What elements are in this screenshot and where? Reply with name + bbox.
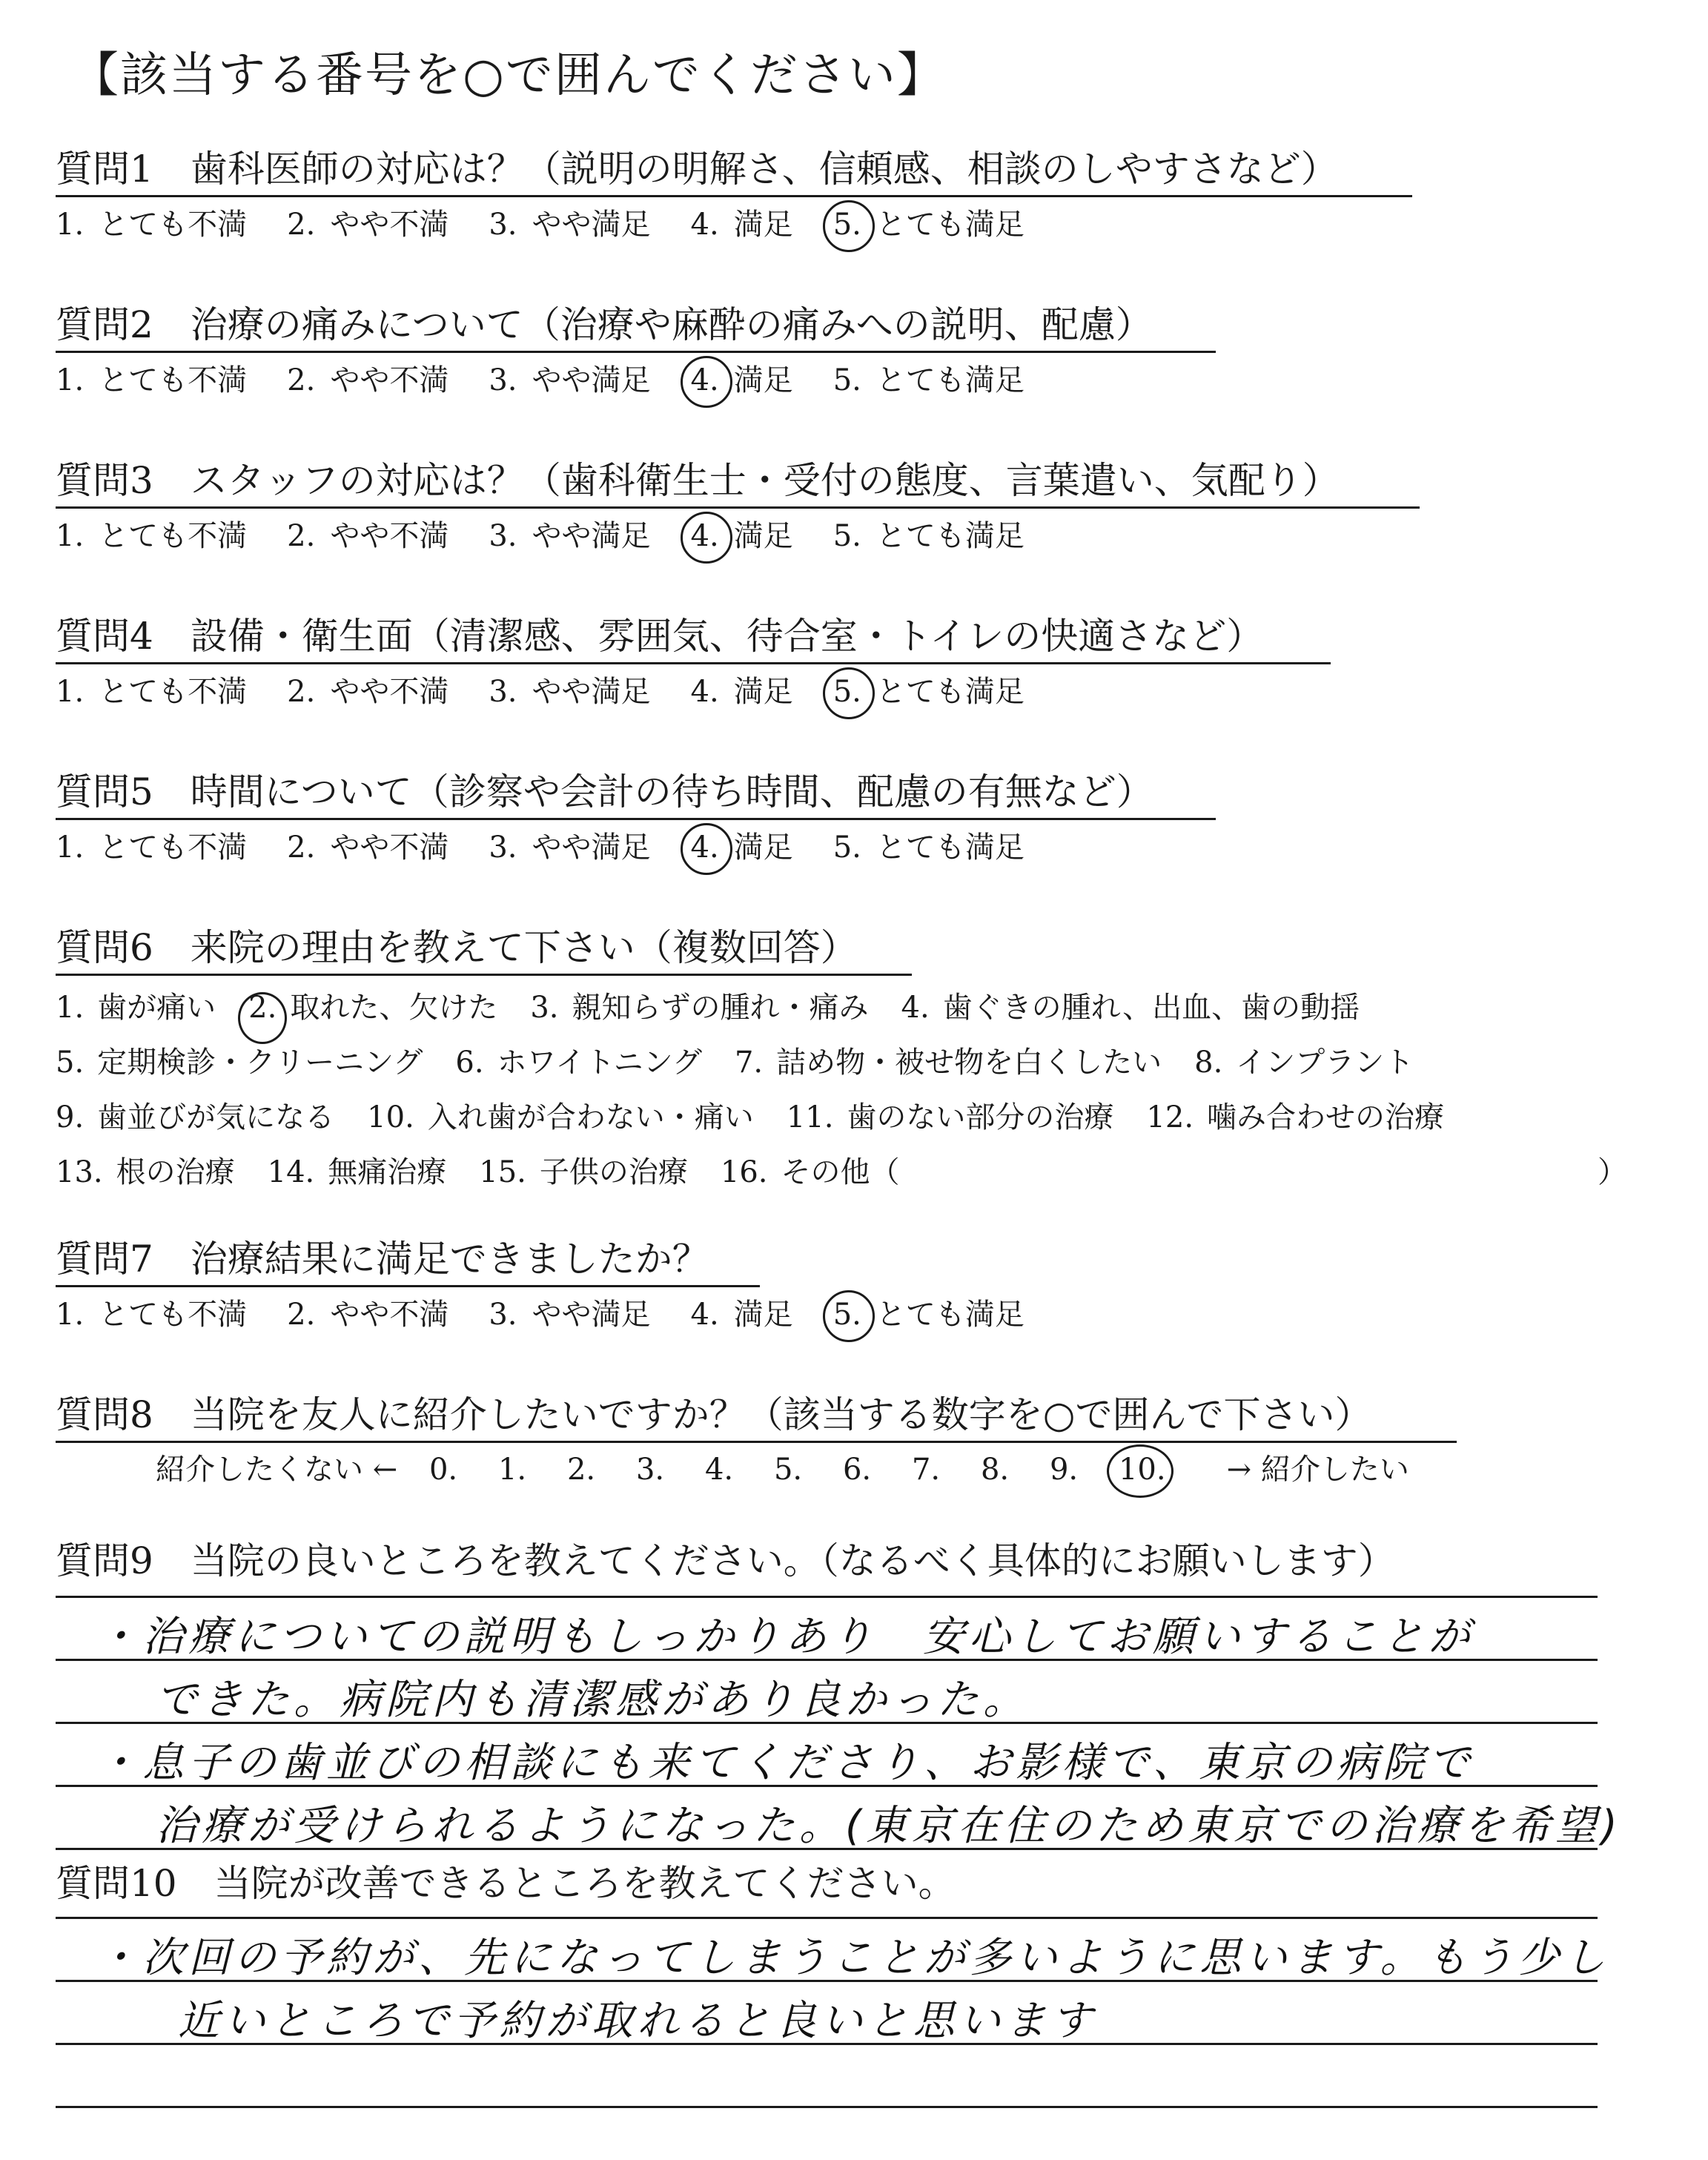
- reason-option[interactable]: [248, 991, 497, 1025]
- option-label: 満足: [733, 1298, 793, 1332]
- scale-option[interactable]: [56, 829, 247, 866]
- scale-option[interactable]: [833, 829, 1025, 866]
- answer-9-line-2: できた。病院内も清潔感があり良かった。: [156, 1676, 1029, 1724]
- recommend-option[interactable]: 8.: [980, 1453, 1010, 1487]
- reason-option[interactable]: [56, 1046, 423, 1080]
- option-number: 9.: [56, 1100, 85, 1135]
- answer-9-line-3: ・息子の歯並びの相談にも来てくださり、お影様で、東京の病院で: [96, 1739, 1474, 1787]
- scale-option[interactable]: [489, 673, 650, 710]
- answer-10-line-2: 近いところで予約が取れると良いと思います: [178, 1997, 1097, 2045]
- option-number: 5.: [833, 363, 861, 397]
- reason-option[interactable]: [56, 1155, 235, 1189]
- option-number: 2.: [287, 675, 316, 709]
- answer-circle: [823, 1290, 875, 1342]
- question-1-options: [56, 206, 1065, 243]
- option-label: 歯ぐきの腫れ、出血、歯の動揺: [942, 991, 1360, 1025]
- option-label: やや満足: [532, 519, 651, 553]
- scale-option[interactable]: [287, 1296, 448, 1333]
- option-number: 2.: [248, 991, 277, 1025]
- option-label: 満足: [733, 363, 793, 397]
- option-number: 4.: [690, 208, 719, 242]
- question-7-rule: [56, 1285, 760, 1287]
- reason-option[interactable]: [479, 1155, 688, 1189]
- option-label: 満足: [733, 519, 793, 553]
- recommend-option[interactable]: 10.: [1119, 1447, 1188, 1492]
- option-label: とても満足: [875, 1298, 1025, 1332]
- option-number: 5.: [833, 673, 861, 710]
- option-label: 取れた、欠けた: [290, 991, 498, 1025]
- scale-option[interactable]: [489, 518, 650, 555]
- option-number: 2.: [287, 1298, 316, 1332]
- option-number: 1.: [56, 519, 85, 553]
- question-3-heading: 質問3 スタッフの対応は？（歯科衛生士・受付の態度、言葉遣い、気配り）: [56, 459, 1340, 502]
- question-9-heading: 質問9 当院の良いところを教えてください。（なるべく具体的にお願いします）: [56, 1539, 1395, 1582]
- option-number: 5.: [833, 1296, 861, 1333]
- question-6-options: [56, 980, 1627, 1200]
- reason-option[interactable]: [455, 1046, 702, 1080]
- option-number: 5.: [833, 830, 861, 865]
- option-label: 無痛治療: [328, 1155, 447, 1189]
- option-number: 3.: [489, 363, 517, 397]
- scale-option[interactable]: [833, 362, 1025, 399]
- answer-circle: [823, 200, 875, 252]
- answer-circle: [681, 823, 732, 875]
- scale-option[interactable]: [833, 673, 1025, 710]
- reason-option[interactable]: [1146, 1100, 1444, 1135]
- option-number: 3.: [489, 830, 517, 865]
- option-number: 14.: [267, 1155, 315, 1189]
- option-label: やや不満: [330, 1298, 449, 1332]
- reason-option[interactable]: [56, 991, 216, 1025]
- question-7-heading: 質問7 治療結果に満足できましたか？: [56, 1238, 709, 1281]
- option-label: やや不満: [330, 675, 449, 709]
- option-number: 1.: [56, 830, 85, 865]
- scale-option[interactable]: [287, 829, 448, 866]
- question-1-heading: 質問1 歯科医師の対応は？（説明の明解さ、信頼感、相談のしやすさなど）: [56, 148, 1338, 191]
- option-label: とても不満: [99, 1298, 248, 1332]
- question-4-rule: [56, 662, 1331, 664]
- question-6-heading: 質問6 来院の理由を教えて下さい（複数回答）: [56, 926, 858, 969]
- option-label: やや満足: [532, 675, 651, 709]
- option-label: とても不満: [99, 363, 248, 397]
- scale-option[interactable]: [833, 1296, 1025, 1333]
- reason-option[interactable]: [735, 1046, 1162, 1080]
- option-number: 3.: [489, 675, 517, 709]
- option-number: 1.: [56, 1298, 85, 1332]
- scale-option[interactable]: [56, 673, 247, 710]
- scale-option[interactable]: [833, 518, 1025, 555]
- option-label: やや不満: [330, 208, 449, 242]
- answer-circle: [681, 512, 732, 564]
- answer-10-line-1: ・次回の予約が、先になってしまうことが多いように思います。もう少し: [96, 1934, 1610, 1982]
- answer-rule: [56, 2106, 1598, 2108]
- option-number: 15.: [479, 1155, 526, 1189]
- reason-option[interactable]: [268, 1155, 447, 1189]
- scale-option[interactable]: [691, 206, 793, 243]
- scale-option[interactable]: [691, 518, 793, 555]
- option-label: 子供の治療: [539, 1155, 688, 1189]
- option-label: 歯並びが気になる: [97, 1100, 335, 1135]
- option-number: 6.: [455, 1046, 484, 1080]
- option-number: 7.: [734, 1046, 764, 1080]
- question-7-options: [56, 1296, 1065, 1333]
- reason-option[interactable]: [56, 1100, 334, 1135]
- option-number: 4.: [691, 362, 719, 399]
- scale-left-label: 紹介したくない ←: [156, 1453, 398, 1487]
- option-label: やや満足: [532, 208, 651, 242]
- question-10-heading: 質問10 当院が改善できるところを教えてください。: [56, 1862, 956, 1905]
- option-label: とても満足: [875, 208, 1025, 242]
- scale-option[interactable]: [56, 362, 247, 399]
- recommend-option[interactable]: 5.: [773, 1453, 803, 1487]
- answer-circle: [238, 992, 287, 1044]
- reason-option[interactable]: [530, 991, 868, 1025]
- recommend-option[interactable]: 6.: [842, 1453, 872, 1487]
- reason-option[interactable]: [367, 1100, 754, 1135]
- scale-option[interactable]: [56, 206, 247, 243]
- option-label: やや満足: [532, 1298, 651, 1332]
- option-number: 1.: [56, 363, 85, 397]
- option-number: 4.: [901, 991, 930, 1025]
- scale-option[interactable]: [691, 362, 793, 399]
- option-number: 3.: [489, 208, 517, 242]
- reason-option[interactable]: [787, 1100, 1114, 1135]
- option-number: 4.: [690, 675, 719, 709]
- scale-option[interactable]: [833, 206, 1025, 243]
- reason-option[interactable]: [933, 1155, 946, 1189]
- option-number: 12.: [1146, 1100, 1194, 1135]
- option-label: 満足: [733, 675, 793, 709]
- recommend-option[interactable]: 9.: [1049, 1453, 1079, 1487]
- question-4-heading: 質問4 設備・衛生面（清潔感、雰囲気、待合室・トイレの快適さなど）: [56, 615, 1264, 658]
- option-number: 13.: [56, 1155, 103, 1189]
- scale-option[interactable]: [489, 1296, 650, 1333]
- option-number: 8.: [1194, 1046, 1223, 1080]
- scale-option[interactable]: [56, 1296, 247, 1333]
- question-3-rule: [56, 506, 1420, 509]
- reason-row: [56, 980, 1477, 1035]
- option-number: 5.: [833, 519, 861, 553]
- option-label: やや不満: [330, 830, 449, 865]
- question-2-options: [56, 362, 1065, 399]
- answer-circle: [823, 667, 875, 719]
- option-number: 4.: [690, 1298, 719, 1332]
- question-5-heading: 質問5 時間について（診察や会計の待ち時間、配慮の有無など）: [56, 770, 1153, 813]
- option-label: 歯が痛い: [97, 991, 216, 1025]
- option-number: 16.: [720, 1155, 768, 1189]
- option-label: やや不満: [330, 363, 449, 397]
- question-8-scale: [156, 1447, 1409, 1492]
- option-label: 入れ歯が合わない・痛い: [427, 1100, 754, 1135]
- option-label: とても満足: [875, 675, 1025, 709]
- reason-row: [56, 1090, 1477, 1145]
- option-label: 親知らずの腫れ・痛み: [572, 991, 869, 1025]
- option-label: 満足: [733, 208, 793, 242]
- option-label: とても満足: [875, 363, 1025, 397]
- question-2-heading: 質問2 治療の痛みについて（治療や麻酔の痛みへの説明、配慮）: [56, 303, 1153, 346]
- answer-rule: [56, 1596, 1598, 1598]
- scale-option[interactable]: [287, 362, 448, 399]
- option-label: とても満足: [875, 830, 1025, 865]
- reason-option[interactable]: [1194, 1046, 1414, 1080]
- question-5-options: [56, 829, 1065, 866]
- scale-option[interactable]: [287, 206, 448, 243]
- answer-circle: [1107, 1444, 1174, 1498]
- answer-9-line-4: 治療が受けられるようになった。(東京在住のため東京での治療を希望): [156, 1802, 1622, 1850]
- reason-row: [56, 1145, 1627, 1200]
- scale-option[interactable]: [287, 673, 448, 710]
- option-label: 詰め物・被せ物を白くしたい: [776, 1046, 1162, 1080]
- scale-option[interactable]: [56, 518, 247, 555]
- answer-9-line-1: ・治療についての説明もしっかりあり 安心してお願いすることが: [96, 1613, 1474, 1661]
- option-number: 4.: [691, 829, 719, 866]
- option-label: とても不満: [99, 675, 248, 709]
- recommend-option[interactable]: 1.: [497, 1453, 527, 1487]
- recommend-option[interactable]: 3.: [635, 1453, 665, 1487]
- question-5-rule: [56, 818, 1216, 820]
- option-label: やや不満: [330, 519, 449, 553]
- reason-option[interactable]: [901, 991, 1360, 1025]
- option-number: 5.: [833, 206, 861, 243]
- scale-option[interactable]: [489, 829, 650, 866]
- question-4-options: [56, 673, 1065, 710]
- scale-option[interactable]: [691, 1296, 793, 1333]
- scale-option[interactable]: [287, 518, 448, 555]
- answer-rule: [56, 1917, 1598, 1919]
- scale-option[interactable]: [691, 829, 793, 866]
- scale-option[interactable]: [489, 206, 650, 243]
- question-6-rule: [56, 974, 912, 976]
- option-number: 3.: [489, 1298, 517, 1332]
- scale-option[interactable]: [489, 362, 650, 399]
- question-8-heading: 質問8 当院を友人に紹介したいですか？（該当する数字を○で囲んで下さい）: [56, 1393, 1372, 1436]
- question-2-rule: [56, 351, 1216, 353]
- option-label: インプラント: [1236, 1046, 1414, 1080]
- reason-row: [56, 1035, 1477, 1090]
- option-label: その他（: [781, 1155, 900, 1189]
- question-3-options: [56, 518, 1065, 555]
- option-label: やや満足: [532, 830, 651, 865]
- option-number: 2.: [287, 208, 316, 242]
- option-label: とても不満: [99, 519, 248, 553]
- option-number: 1.: [56, 208, 85, 242]
- question-8-rule: [56, 1441, 1457, 1443]
- question-1-rule: [56, 195, 1412, 197]
- scale-option[interactable]: [691, 673, 793, 710]
- option-number: 5.: [56, 1046, 85, 1080]
- option-label: とても満足: [875, 519, 1025, 553]
- option-number: 10.: [367, 1100, 414, 1135]
- option-number: 2.: [287, 830, 316, 865]
- other-close-paren: ）: [1598, 1155, 1627, 1189]
- recommend-option[interactable]: 7.: [911, 1453, 941, 1487]
- scale-right-label: → 紹介したい: [1226, 1453, 1409, 1487]
- option-number: 1.: [56, 991, 85, 1025]
- option-label: とても不満: [99, 208, 248, 242]
- option-label: 満足: [733, 830, 793, 865]
- option-number: 1.: [56, 675, 85, 709]
- option-number: 3.: [489, 519, 517, 553]
- option-number: 11.: [786, 1100, 834, 1135]
- option-label: 歯のない部分の治療: [847, 1100, 1114, 1135]
- option-number: 2.: [287, 363, 316, 397]
- option-number: 2.: [287, 519, 316, 553]
- option-label: 定期検診・クリーニング: [97, 1046, 423, 1080]
- reason-option[interactable]: [721, 1155, 900, 1189]
- page-title: 【該当する番号を○で囲んでください】: [71, 48, 946, 103]
- recommend-option[interactable]: 0.: [428, 1453, 458, 1487]
- option-label: ホワイトニング: [497, 1046, 702, 1080]
- answer-circle: [681, 356, 732, 408]
- option-label: 噛み合わせの治療: [1207, 1100, 1445, 1135]
- option-number: 3.: [530, 991, 559, 1025]
- recommend-option[interactable]: 4.: [704, 1453, 734, 1487]
- recommend-option[interactable]: 2.: [566, 1453, 596, 1487]
- option-label: とても不満: [99, 830, 248, 865]
- option-number: 4.: [691, 518, 719, 555]
- option-label: 根の治療: [116, 1155, 235, 1189]
- option-label: やや満足: [532, 363, 651, 397]
